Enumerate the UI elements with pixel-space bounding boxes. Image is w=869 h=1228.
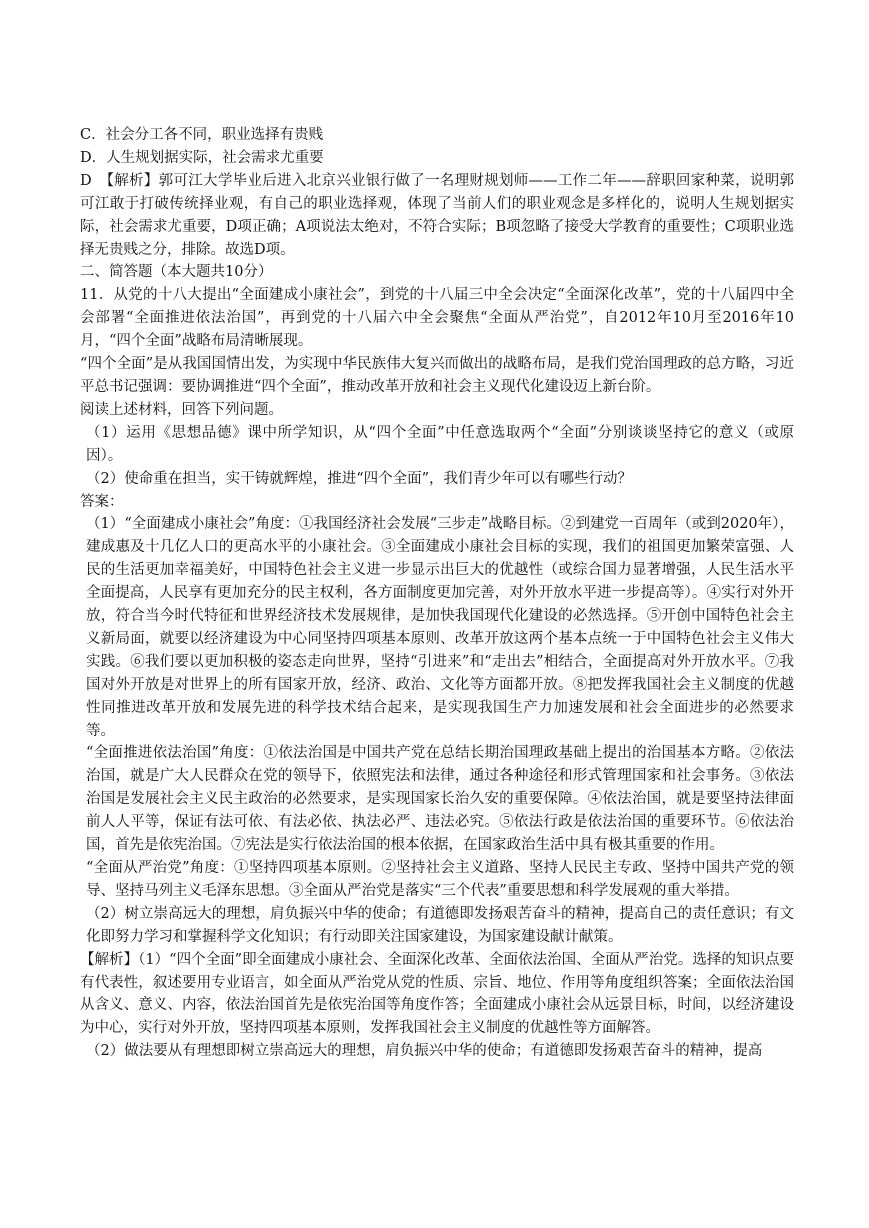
sub-question-1: （1）运用《思想品德》课中所学知识，从“四个全面”中任意选取两个“全面”分别谈谈坚持它的意义（或原因）。 (86, 424, 794, 464)
answer-part-2: （2）树立崇高远大的理想，肩负振兴中华的使命；有道德即发扬艰苦奋斗的精神，提高自己的责任意识；有文化即努力学习和掌握科学文化知识；有行动即关注国家建设，为国家建设献计献策。 (86, 905, 794, 945)
analysis-part-2: （2）做法要从有理想即树立崇高远大的理想，肩负振兴中华的使命；有道德即发扬艰苦奋斗的精神，提高 (86, 1043, 763, 1060)
answer-part-1-fazhi: “全面推进依法治国”角度：①依法治国是中国共产党在总结长期治国理政基础上提出的治国基本方略。②依法治国，就是广大人民群众在党的领导下，依照宪法和法律，通过各种途径和形式管理国家和社会事务。③依法治国是发展社会主义民主政治的必然要求，是实现国家长治久安的重要保障。④依法治国，就是要坚持法律面前人人平等，保证有法可依、有法必依、执法必严、违法必究。⑤依法行政是依法治国的重要环节。⑥依法治国，首先是依宪治国。⑦宪法是实行依法治国的根本依据，在国家政治生活中具有极其重要的作用。 (86, 745, 794, 854)
sub-question-2: （2）使命重在担当，实干铸就辉煌，推进“四个全面”，我们青少年可以有哪些行动？ (86, 470, 633, 487)
answer-part-1-xiaokang: （1）“全面建成小康社会”角度：①我国经济社会发展“三步走”战略目标。②到建党一百周年（或到2020年），建成惠及十几亿人口的更高水平的小康社会。③全面建成小康社会目标的实现，我们的祖国更加繁荣富强、人民的生活更加幸福美好，中国特色社会主义进一步显示出巨大的优越性（或综合国力显著增强，人民生活水平全面提高，人民享有更加充分的民主权利，各方面制度更加完善，对外开放水平进一步提高等）。④实行对外开放，符合当今时代特征和世界经济技术发展规律，是加快我国现代化建设的必然选择。⑤开创中国特色社会主义新局面，就要以经济建设为中心同坚持四项基本原则、改革开放这两个基本点统一于中国特色社会主义伟大实践。⑥我们要以更加积极的姿态走向世界，坚持“引进来”和“走出去”相结合，全面提高对外开放水平。⑦我国对外开放是对世界上的所有国家开放，经济、政治、文化等方面都开放。⑧把发挥我国社会主义制度的优越性同推进改革开放和发展先进的科学技术结合起来，是实现我国生产力加速发展和社会全面进步的必然要求等。 (86, 516, 794, 739)
analysis-part-1: 【解析】（1）“四个全面”即全面建成小康社会、全面深化改革、全面依法治国、全面从严治党。选择的知识点要有代表性，叙述要用专业语言，如全面从严治党从党的性质、宗旨、地位、作用等角度组织答案；全面依法治国从含义、意义、内容，依法治国首先是依宪治国等角度作答；全面建成小康社会从远景目标，时间，以经济建设为中心，实行对外开放，坚持四项基本原则，发挥我国社会主义制度的优越性等方面解答。 (80, 951, 794, 1037)
answer-part-1-congyan: “全面从严治党”角度：①坚持四项基本原则。②坚持社会主义道路、坚持人民民主专政、坚持中国共产党的领导、坚持马列主义毛泽东思想。③全面从严治党是落实“三个代表”重要思想和科学发展观的重大举措。 (86, 860, 794, 899)
answer-explanation: D 【解析】郭可江大学毕业后进入北京兴业银行做了一名理财规划师——工作二年——辞职回家种菜，说明郭可江敢于打破传统择业观，有自己的职业选择观，体现了当前人们的职业观念是多样化的，说明人生规划据实际，社会需求尤重要，D项正确；A项说法太绝对，不符合实际；B项忽略了接受大学教育的重要性；C项职业选择无贵贱之分，排除。故选D项。 (80, 172, 794, 258)
question-instruction: 阅读上述材料，回答下列问题。 (80, 401, 283, 418)
question-11-material-2: “四个全面”是从我国国情出发，为实现中华民族伟大复兴而做出的战略布局，是我们党治国理政的总方略，习近平总书记强调：要协调推进“四个全面”，推动改革开放和社会主义现代化建设迈上新台阶。 (80, 356, 794, 395)
answer-label: 答案： (80, 493, 124, 510)
question-11-material: 11．从党的十八大提出“全面建成小康社会”，到党的十八届三中全会决定“全面深化改革”，党的十八届四中全会部署“全面推进依法治国”，再到党的十八届六中全会聚焦“全面从严治党”，自2012年10月至2016年10月，“四个全面”战略布局清晰展现。 (80, 287, 794, 350)
document-page (80, 124, 794, 1063)
option-d: D．人生规划据实际，社会需求尤重要 (80, 149, 324, 166)
section-heading: 二、简答题（本大题共10分） (80, 264, 273, 281)
option-c: C．社会分工各不同，职业选择有贵贱 (80, 127, 324, 143)
